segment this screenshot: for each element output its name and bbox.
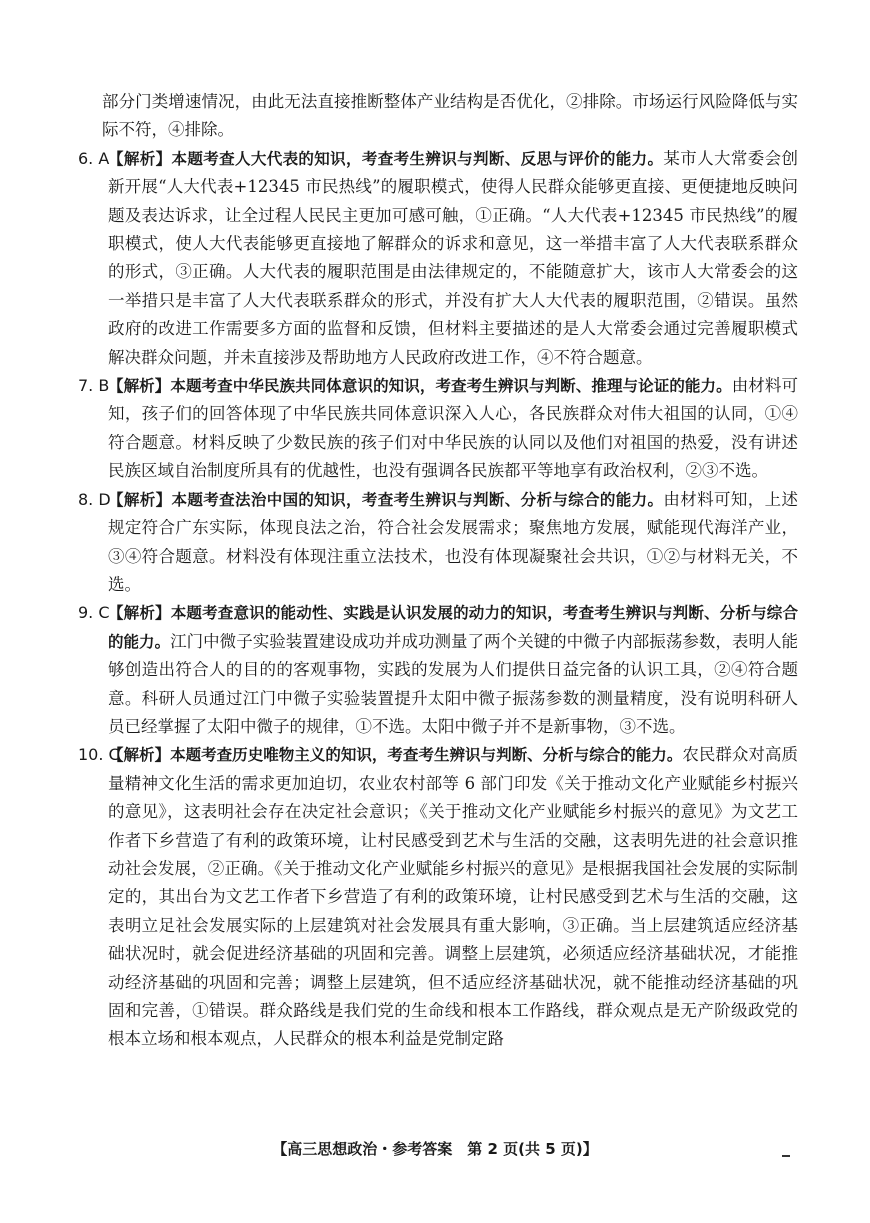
question-focus: 本题考查中华民族共同体意识的知识，考查考生辨识与判断、推理与论证的能力。 (170, 377, 732, 396)
question-6 (78, 145, 798, 372)
question-focus: 本题考查意识的能动性、实践是认识发展的动力的知识，考查考生辨识与判断、分析与综合的能力。 (108, 604, 798, 651)
question-number: 6. A (78, 148, 110, 168)
question-number: 7. B (78, 376, 110, 396)
question-focus: 本题考查历史唯物主义的知识，考查考生辨识与判断、分析与综合的能力。 (170, 746, 683, 765)
analysis-text: 由材料可知，上述规定符合广东实际，体现良法之治，符合社会发展需求；聚焦地方发展，赋能现代海洋产业，③④符合题意。材料没有体现注重立法技术，也没有体现凝聚社会共识，①②与材料无关，不选。 (108, 489, 798, 594)
analysis-text: 江门中微子实验装置建设成功并成功测量了两个关键的中微子内部振荡参数，表明人能够创造出符合人的目的的客观事物，实践的发展为人们提供日益完备的认识工具，②④符合题意。科研人员通过江门中微子实验装置提升太阳中微子振荡参数的测量精度，没有说明科研人员已经掌握了太阳中微子的规律，①不选。太阳中微子并不是新事物，③不选。 (108, 631, 798, 736)
question-body (108, 372, 798, 486)
corner-mark (782, 1155, 790, 1157)
analysis-tag: 【解析】 (108, 377, 171, 396)
analysis-text: 农民群众对高质量精神文化生活的需求更加迫切，农业农村部等 6 部门印发《关于推动文化产业赋能乡村振兴的意见》，这表明社会存在决定社会意识；《关于推动文化产业赋能乡村振兴的意见》为文艺工作者下乡营造了有利的政策环境，让村民感受到艺术与生活的交融，这表明先进的社会意识推动社会发展，②正确。《关于推动文化产业赋能乡村振兴的意见》是根据我国社会发展的实际制定的，其出台为文艺工作者下乡营造了有利的政策环境，让村民感受到艺术与生活的交融，这表明立足社会发展实际的上层建筑对社会发展具有重大影响，③正确。当上层建筑适应经济基础状况时，就会促进经济基础的巩固和完善。调整上层建筑，必须适应经济基础状况，才能推动经济基础的巩固和完善；调整上层建筑，但不适应经济基础状况，就不能推动经济基础的巩固和完善，①错误。群众路线是我们党的生命线和根本工作路线，群众观点是无产阶级政党的根本立场和根本观点，人民群众的根本利益是党制定路 (108, 745, 798, 1049)
question-7 (78, 372, 798, 486)
page-footer: 【高三思想政治・参考答案 第 2 页(共 5 页)】 (272, 1140, 598, 1158)
question-10 (78, 741, 798, 1053)
analysis-tag: 【解析】 (108, 746, 171, 765)
answer-content (78, 88, 798, 1054)
question-number: 10. C (78, 745, 120, 765)
analysis-text: 某市人大常委会创新开展“人大代表+12345 市民热线”的履职模式，使得人民群众能够更直接、更便捷地反映问题及表达诉求，让全过程人民民主更加可感可触，①正确。“人大代表+12345 市民热线”的履职模式，使人大代表能够更直接地了解群众的诉求和意见，这一举措丰富了人大代表联系群众的形式，③正确。人大代表的履职范围是由法律规定的，不能随意扩大，该市人大常委会的这一举措只是丰富了人大代表联系群众的形式，并没有扩大人大代表的履职范围，②错误。虽然政府的改进工作需要多方面的监督和反馈，但材料主要描述的是人大常委会通过完善履职模式解决群众问题，并未直接涉及帮助地方人民政府改进工作，④不符合题意。 (108, 148, 798, 367)
question-body (108, 486, 798, 600)
analysis-tag: 【解析】 (108, 490, 172, 509)
analysis-tag: 【解析】 (108, 604, 171, 623)
continued-paragraph: 部分门类增速情况，由此无法直接推断整体产业结构是否优化，②排除。市场运行风险降低与实际不符，④排除。 (102, 92, 798, 140)
question-focus: 本题考查人大代表的知识，考查考生辨识与判断、反思与评价的能力。 (171, 149, 664, 168)
question-number: 9. C (78, 603, 110, 623)
question-8 (78, 486, 798, 600)
question-9 (78, 599, 798, 741)
analysis-tag: 【解析】 (108, 149, 172, 168)
question-body (108, 145, 798, 372)
question-focus: 本题考查法治中国的知识，考查考生辨识与判断、分析与综合的能力。 (171, 490, 664, 509)
question-body (108, 741, 798, 1053)
question-number: 8. D (78, 489, 111, 509)
analysis-text: 由材料可知，孩子们的回答体现了中华民族共同体意识深入人心，各民族群众对伟大祖国的认同，①④符合题意。材料反映了少数民族的孩子们对中华民族的认同以及他们对祖国的热爱，没有讲述民族区域自治制度所具有的优越性，也没有强调各民族都平等地享有政治权利，②③不选。 (108, 376, 798, 481)
question-body (108, 599, 798, 741)
